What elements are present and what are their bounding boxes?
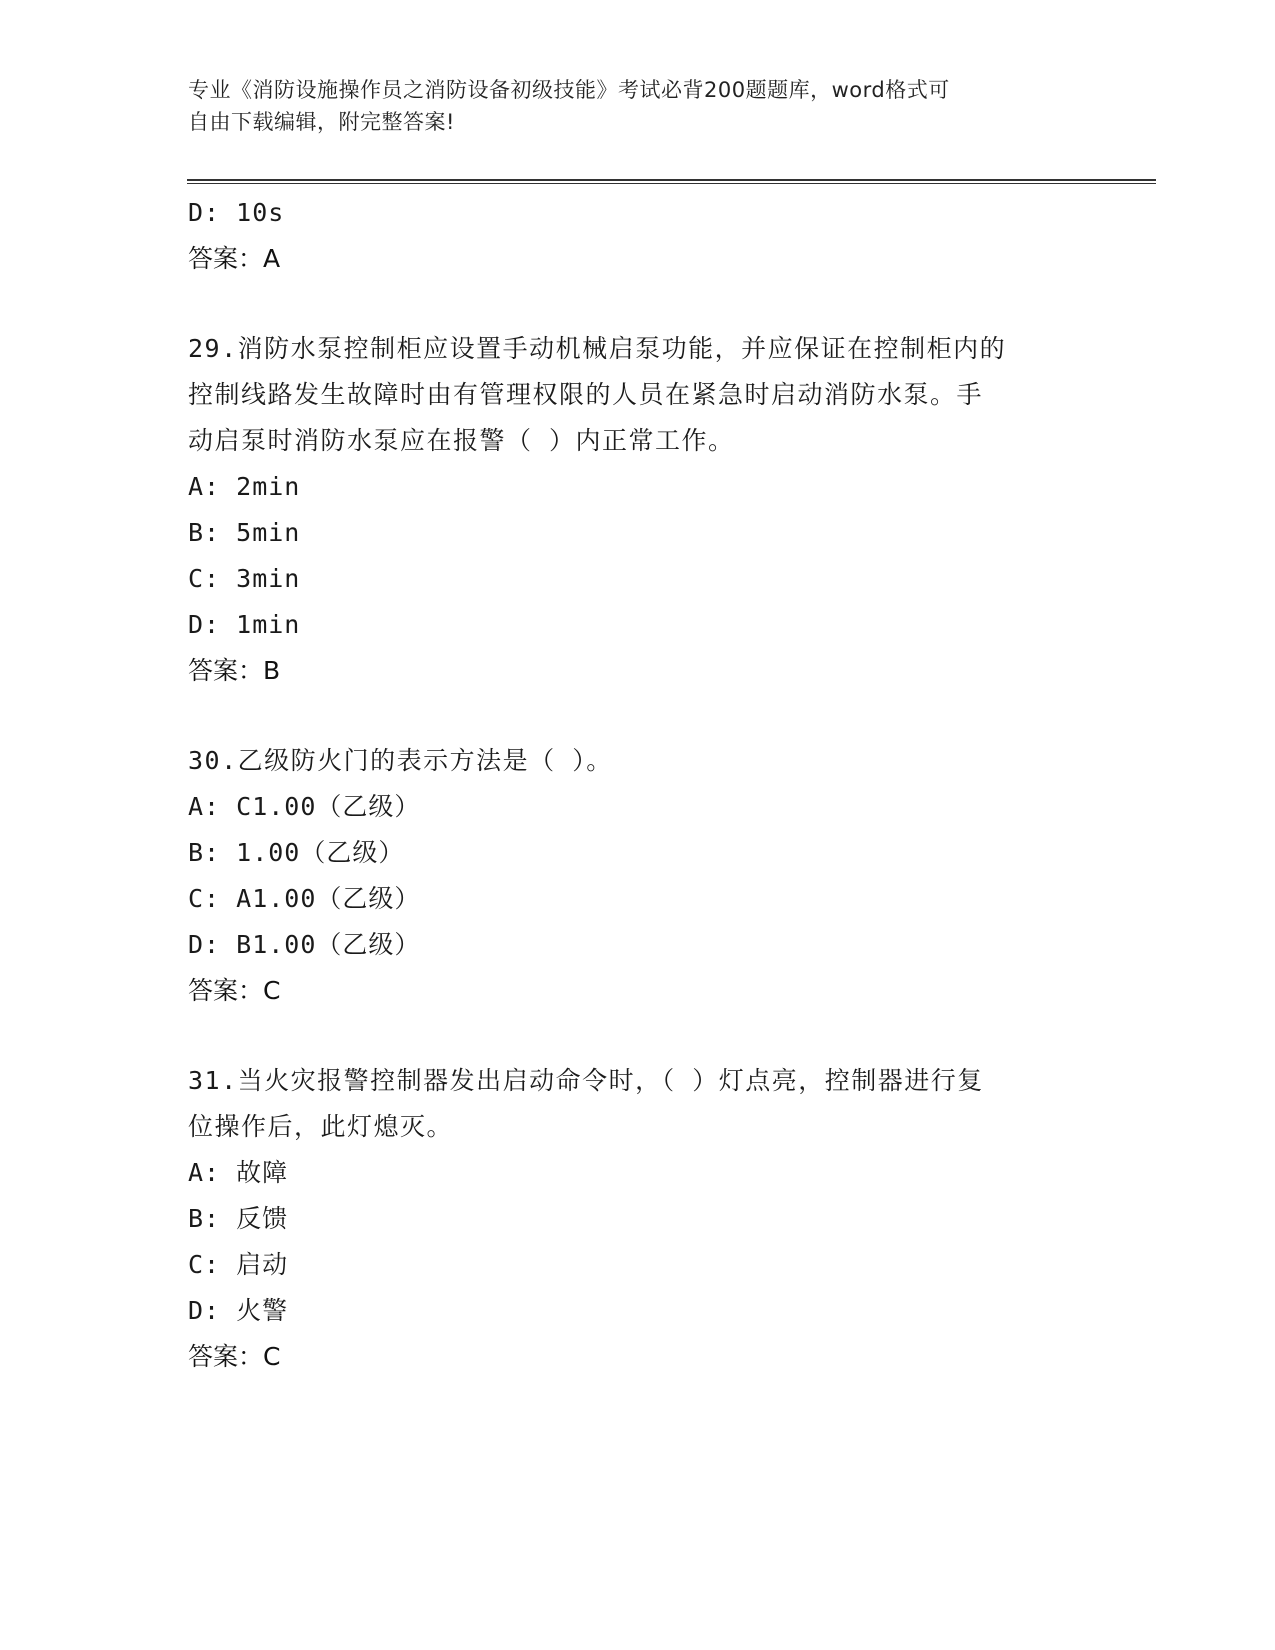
option-b: B: 1.00（乙级） — [188, 838, 405, 867]
header-divider-thick — [187, 179, 1156, 181]
page-header — [188, 74, 1068, 138]
header-title-line-2: 自由下载编辑，附完整答案! — [188, 110, 455, 134]
question-stem-line: 位操作后，此灯熄灭。 — [188, 1112, 454, 1141]
question-stem-line: 控制线路发生故障时由有管理权限的人员在紧急时启动消防水泵。手 — [188, 380, 984, 409]
option-c: C: A1.00（乙级） — [188, 884, 421, 913]
option-b: B: 5min — [188, 518, 301, 547]
question-28-tail — [188, 190, 1088, 282]
question-stem — [188, 1058, 1088, 1150]
option-d: D: 火警 — [188, 1296, 289, 1325]
option-a: A: C1.00（乙级） — [188, 792, 421, 821]
answer-line: 答案：C — [188, 976, 281, 1005]
option-c: C: 3min — [188, 564, 301, 593]
option-b: B: 反馈 — [188, 1204, 289, 1233]
answer-line: 答案：B — [188, 656, 281, 685]
answer-line: 答案：A — [188, 244, 281, 273]
question-31 — [188, 1058, 1088, 1380]
option-a: A: 2min — [188, 472, 301, 501]
header-title-line-1: 专业《消防设施操作员之消防设备初级技能》考试必背200题题库，word格式可 — [188, 78, 950, 102]
option-d: D: B1.00（乙级） — [188, 930, 421, 959]
option-d: D: 1min — [188, 610, 301, 639]
question-stem-line: 动启泵时消防水泵应在报警（ ）内正常工作。 — [188, 426, 735, 455]
question-29 — [188, 326, 1088, 694]
answer-line: 答案：C — [188, 1342, 281, 1371]
question-stem — [188, 738, 1088, 784]
question-stem-line: 30.乙级防火门的表示方法是（ ）。 — [188, 746, 613, 775]
question-stem — [188, 326, 1088, 464]
question-30 — [188, 738, 1088, 1014]
header-divider-thin — [187, 183, 1156, 184]
question-stem-line: 29.消防水泵控制柜应设置手动机械启泵功能，并应保证在控制柜内的 — [188, 334, 1007, 363]
question-stem-line: 31.当火灾报警控制器发出启动命令时，（ ）灯点亮，控制器进行复 — [188, 1066, 984, 1095]
option-c: C: 启动 — [188, 1250, 289, 1279]
option-a: A: 故障 — [188, 1158, 289, 1187]
question-list — [188, 190, 1088, 1380]
option-d: D: 10s — [188, 198, 285, 227]
